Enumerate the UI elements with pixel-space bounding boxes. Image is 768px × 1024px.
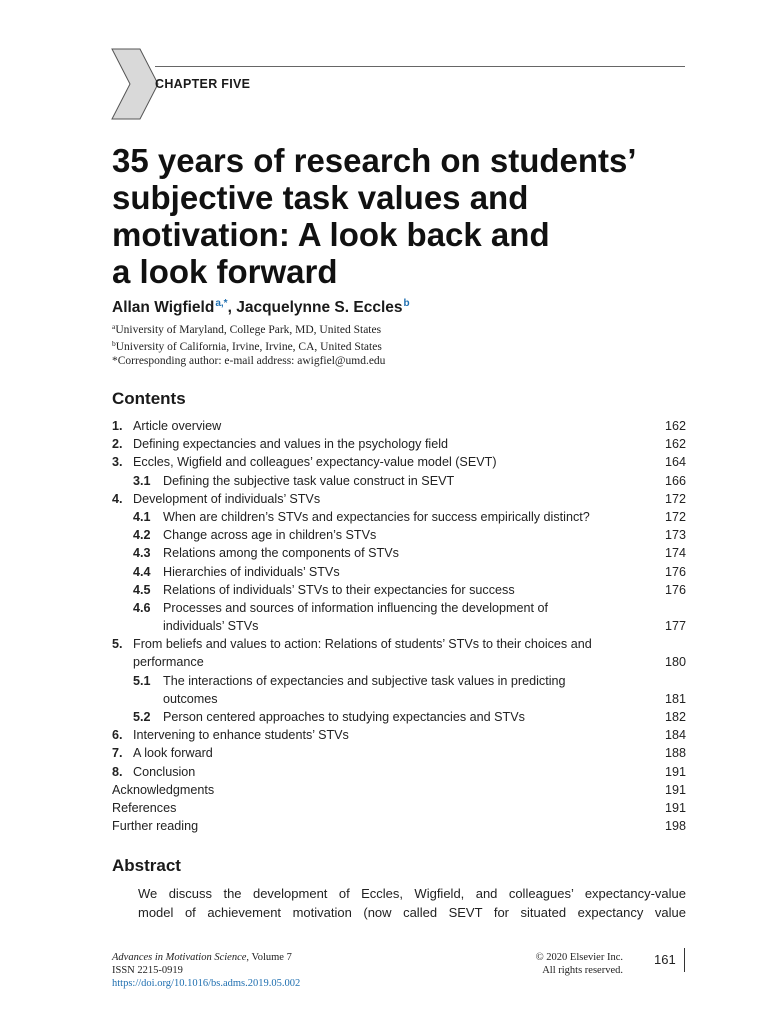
toc-number: 2. xyxy=(112,437,123,452)
toc-subentry[interactable] xyxy=(112,599,686,617)
toc-entry[interactable] xyxy=(112,417,686,435)
toc-page: 173 xyxy=(664,528,686,543)
chapter-chevron-icon xyxy=(110,48,160,120)
toc-page: 191 xyxy=(664,782,686,797)
toc-entry[interactable] xyxy=(112,453,686,471)
chapter-title xyxy=(112,142,712,290)
toc-page: 176 xyxy=(664,582,686,597)
toc-page: 172 xyxy=(664,509,686,524)
toc-title: outcomes xyxy=(163,691,218,706)
title-line: 35 years of research on students’ xyxy=(112,142,637,179)
toc-title: Further reading xyxy=(112,819,199,834)
toc-page: 188 xyxy=(664,746,686,761)
author-list xyxy=(112,298,410,317)
toc-number: 4.5 xyxy=(133,582,151,597)
abstract-text xyxy=(138,884,686,922)
toc-page: 184 xyxy=(664,728,686,743)
toc-entry[interactable] xyxy=(112,435,686,453)
toc-subentry[interactable] xyxy=(112,472,686,490)
journal-line xyxy=(112,951,300,964)
toc-entry[interactable] xyxy=(112,799,686,817)
toc-continuation[interactable] xyxy=(112,653,686,671)
toc-title: References xyxy=(112,800,177,815)
toc-number: 4.3 xyxy=(133,546,151,561)
toc-title: From beliefs and values to action: Relations of students’ STVs to their choices and xyxy=(133,637,592,652)
copyright: © 2020 Elsevier Inc. xyxy=(535,952,623,963)
abstract-heading: Abstract xyxy=(112,856,181,875)
toc-title: Eccles, Wigfield and colleagues’ expectancy-value model (SEVT) xyxy=(133,455,497,470)
abstract-line: We discuss the development of Eccles, Wigfield, and colleagues’ expectancy-value xyxy=(138,886,686,901)
author-affiliation-marker[interactable]: b xyxy=(403,298,410,309)
title-line: a look forward xyxy=(112,253,338,290)
toc-title: individuals’ STVs xyxy=(163,619,259,634)
toc-page: 181 xyxy=(664,691,686,706)
toc-entry[interactable] xyxy=(112,635,686,653)
footer-copyright xyxy=(505,951,623,977)
affiliation-text: University of California, Irvine, Irvine, CA, United States xyxy=(115,341,382,353)
toc-number: 5.2 xyxy=(133,710,151,724)
toc-number: 3. xyxy=(112,455,123,470)
toc-page: 166 xyxy=(664,473,686,488)
doi-link[interactable]: https://doi.org/10.1016/bs.adms.2019.05.002 xyxy=(112,978,301,989)
issn: ISSN 2215-0919 xyxy=(112,965,183,976)
title-line: subjective task values and xyxy=(112,179,529,216)
toc-subentry[interactable] xyxy=(112,563,686,581)
toc-title: Intervening to enhance students’ STVs xyxy=(133,728,349,743)
toc-title: When are children’s STVs and expectancies for success empirically distinct? xyxy=(163,509,590,524)
toc-title: Hierarchies of individuals’ STVs xyxy=(163,564,340,579)
title-line: motivation: A look back and xyxy=(112,216,550,253)
toc-continuation[interactable] xyxy=(112,690,686,708)
toc-subentry[interactable] xyxy=(112,708,686,726)
toc-page: 174 xyxy=(664,546,686,561)
toc-entry[interactable] xyxy=(112,763,686,781)
toc-subentry[interactable] xyxy=(112,544,686,562)
toc-page: 191 xyxy=(664,764,686,779)
author-name: Allan Wigfield xyxy=(112,299,215,316)
toc-number: 4.4 xyxy=(133,564,151,579)
toc-page: 182 xyxy=(664,710,686,724)
toc-title: Processes and sources of information influencing the development of xyxy=(163,600,549,615)
corresponding-author-text: *Corresponding author: e-mail address: awigfiel@umd.edu xyxy=(112,355,386,367)
affiliation-text: University of Maryland, College Park, MD, United States xyxy=(115,324,382,336)
toc-number: 5. xyxy=(112,637,123,652)
toc-number: 4.2 xyxy=(133,528,151,543)
toc-title: Defining expectancies and values in the psychology field xyxy=(133,437,449,452)
journal-volume: , Volume 7 xyxy=(246,952,292,963)
toc-number: 1. xyxy=(112,419,123,433)
abstract-line: model of achievement motivation (now called SEVT for situated expectancy value xyxy=(138,905,686,920)
affiliation-marker: b xyxy=(112,339,116,348)
affiliation-marker: a xyxy=(112,322,116,331)
toc-title: The interactions of expectancies and subjective task values in predicting xyxy=(163,673,566,688)
author-name: Jacquelynne S. Eccles xyxy=(236,299,403,316)
toc-entry[interactable] xyxy=(112,490,686,508)
toc-number: 8. xyxy=(112,764,123,779)
toc-title: Person centered approaches to studying expectancies and STVs xyxy=(163,710,525,724)
toc-page: 172 xyxy=(664,491,686,506)
toc-title: Change across age in children’s STVs xyxy=(163,528,377,543)
journal-name: Advances in Motivation Science xyxy=(112,952,247,963)
table-of-contents xyxy=(112,417,686,835)
toc-entry[interactable] xyxy=(112,817,686,835)
toc-title: Conclusion xyxy=(133,764,196,779)
toc-title: Defining the subjective task value construct in SEVT xyxy=(163,473,455,488)
affiliations xyxy=(112,320,385,368)
toc-title: Article overview xyxy=(133,419,222,433)
contents-heading: Contents xyxy=(112,389,186,408)
toc-page: 162 xyxy=(664,419,686,433)
author-affiliation-marker[interactable]: a,* xyxy=(215,298,228,309)
toc-number: 3.1 xyxy=(133,473,151,488)
toc-entry[interactable] xyxy=(112,781,686,799)
toc-page: 164 xyxy=(664,455,686,470)
toc-number: 4. xyxy=(112,491,123,506)
toc-number: 5.1 xyxy=(133,673,151,688)
toc-number: 7. xyxy=(112,746,123,761)
toc-title: Relations among the components of STVs xyxy=(163,546,399,561)
toc-page: 177 xyxy=(664,619,686,634)
page-number: 161 xyxy=(654,952,676,967)
toc-subentry[interactable] xyxy=(112,581,686,599)
affiliation-line xyxy=(112,320,385,337)
chapter-rule xyxy=(155,66,685,67)
toc-entry[interactable] xyxy=(112,726,686,744)
toc-title: A look forward xyxy=(133,746,213,761)
toc-number: 6. xyxy=(112,728,123,743)
page-number-rule xyxy=(684,948,685,972)
toc-subentry[interactable] xyxy=(112,526,686,544)
corresponding-author xyxy=(112,354,385,368)
toc-page: 162 xyxy=(664,437,686,452)
toc-number: 4.1 xyxy=(133,509,151,524)
toc-page: 176 xyxy=(664,564,686,579)
toc-number: 4.6 xyxy=(133,600,151,615)
toc-title: Acknowledgments xyxy=(112,782,215,797)
toc-page: 180 xyxy=(664,655,686,670)
toc-entry[interactable] xyxy=(112,744,686,762)
toc-title: performance xyxy=(133,655,204,670)
toc-page: 198 xyxy=(664,819,686,834)
toc-title: Relations of individuals’ STVs to their expectancies for success xyxy=(163,582,515,597)
chapter-label: CHAPTER FIVE xyxy=(155,77,251,91)
toc-subentry[interactable] xyxy=(112,508,686,526)
toc-page: 191 xyxy=(664,800,686,815)
toc-continuation[interactable] xyxy=(112,617,686,635)
rights: All rights reserved. xyxy=(542,965,623,976)
author-separator: , xyxy=(227,299,237,316)
toc-title: Development of individuals’ STVs xyxy=(133,491,321,506)
toc-subentry[interactable] xyxy=(112,672,686,690)
footer-publication-info xyxy=(112,951,300,990)
affiliation-line xyxy=(112,337,385,354)
